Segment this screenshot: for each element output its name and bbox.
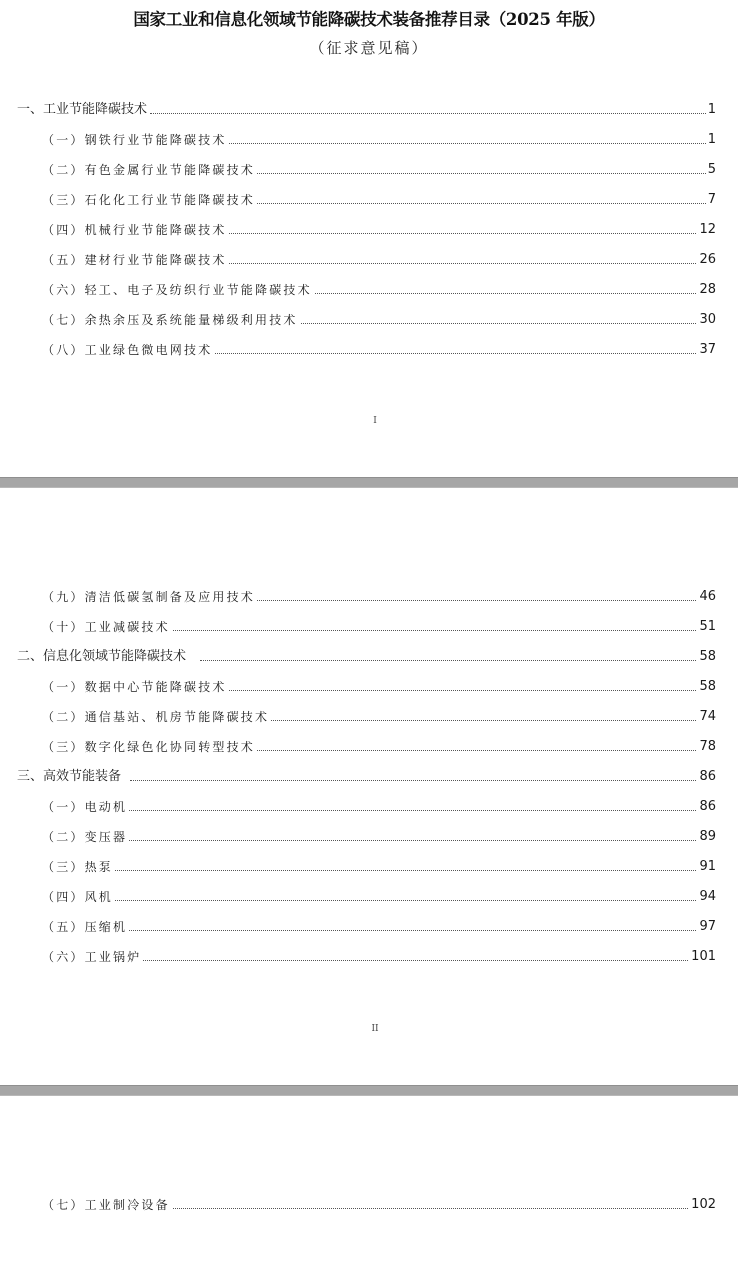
toc-entry-label: （三）石化化工行业节能降碳技术 [42,190,257,210]
toc-entry-label: （二）变压器 [42,827,129,847]
toc-entry[interactable] [0,587,738,607]
toc-entry[interactable] [0,130,738,150]
document-page-3 [0,1096,738,1271]
toc-entry-label: （一）数据中心节能降碳技术 [42,677,229,697]
document-subtitle: （征求意见稿） [309,39,429,57]
toc-entry[interactable] [0,1195,738,1215]
toc-entry-page: 58 [697,677,716,697]
toc-entry-page: 102 [689,1195,716,1215]
toc-entry-label: （五）压缩机 [42,917,129,937]
toc-entry-label: （二）通信基站、机房节能降碳技术 [42,707,271,727]
toc-entry-page: 97 [697,917,716,937]
toc-leader-dots [165,1208,688,1209]
toc-leader-dots [220,143,708,144]
toc-leader-dots [220,233,702,234]
toc-entry-label: （三）数字化绿色化协同转型技术 [42,737,257,757]
toc-leader-dots [262,720,696,721]
page-number: II [371,1024,379,1034]
toc-entry-label: （七）余热余压及系统能量梯级利用技术 [42,310,300,330]
toc-entry-label: （十）工业减碳技术 [42,617,172,637]
toc-entry[interactable] [0,617,738,637]
toc-leader-dots [245,600,696,601]
toc-entry-label: （七）工业制冷设备 [42,1195,172,1215]
toc-leader-dots [245,173,708,174]
document-page-2 [0,488,738,1085]
toc-entry-page: 1 [706,100,716,120]
toc-leader-dots [122,810,696,811]
toc-entry-page: 58 [697,647,716,667]
toc-entry-label: （六）工业锅炉 [42,947,143,967]
toc-entry-label: 二、信息化领域节能降碳技术 [17,647,188,667]
toc-entry[interactable] [0,767,738,787]
toc-entry-page: 78 [697,737,716,757]
toc-entry-label: （二）有色金属行业节能降碳技术 [42,160,257,180]
toc-entry[interactable] [0,797,738,817]
toc-entry[interactable] [0,310,738,330]
toc-leader-dots [108,900,696,901]
toc-leader-dots [200,660,696,661]
document-page-1 [0,0,738,477]
toc-entry-page: 7 [706,190,716,210]
toc-entry-page: 51 [697,617,716,637]
toc-leader-dots [245,750,696,751]
toc-entry-label: （四）机械行业节能降碳技术 [42,220,229,240]
toc-entry-page: 12 [697,220,716,240]
page-separator [0,1085,738,1096]
toc-leader-dots [130,780,696,781]
toc-entry[interactable] [0,100,738,120]
document-title: 国家工业和信息化领域节能降碳技术装备推荐目录（2025 年版） [133,10,605,29]
toc-entry[interactable] [0,647,738,667]
toc-entry-page: 30 [697,310,716,330]
page-separator [0,477,738,488]
toc-entry-page: 37 [697,340,716,360]
toc-entry[interactable] [0,917,738,937]
toc-leader-dots [220,690,696,691]
toc-leader-dots [220,263,702,264]
toc-entry[interactable] [0,827,738,847]
toc-entry-page: 91 [697,857,716,877]
toc-entry[interactable] [0,220,738,240]
toc-entry-label: （六）轻工、电子及纺织行业节能降碳技术 [42,280,314,300]
toc-entry-label: （一）钢铁行业节能降碳技术 [42,130,229,150]
toc-entry-page: 5 [706,160,716,180]
toc-leader-dots [245,203,708,204]
page-number: I [373,416,377,426]
toc-leader-dots [290,323,702,324]
toc-entry[interactable] [0,887,738,907]
toc-leader-dots [160,630,696,631]
toc-entry-page: 74 [697,707,716,727]
toc-entry-page: 89 [697,827,716,847]
toc-leader-dots [135,960,688,961]
toc-entry-page: 101 [689,947,716,967]
toc-entry-label: （三）热泵 [42,857,115,877]
toc-leader-dots [205,353,702,354]
toc-entry-page: 26 [697,250,716,270]
toc-entry[interactable] [0,250,738,270]
toc-entry-label: （九）清洁低碳氢制备及应用技术 [42,587,257,607]
toc-leader-dots [150,113,712,114]
toc-entry[interactable] [0,947,738,967]
toc-entry-label: （五）建材行业节能降碳技术 [42,250,229,270]
toc-entry-page: 1 [706,130,716,150]
toc-entry[interactable] [0,340,738,360]
toc-leader-dots [122,840,696,841]
toc-entry[interactable] [0,677,738,697]
toc-entry[interactable] [0,857,738,877]
toc-leader-dots [108,870,696,871]
toc-entry-page: 28 [697,280,716,300]
toc-entry-page: 94 [697,887,716,907]
toc-entry-page: 86 [697,767,716,787]
toc-entry[interactable] [0,190,738,210]
toc-entry-page: 46 [697,587,716,607]
toc-leader-dots [300,293,702,294]
toc-entry-label: 三、高效节能装备 [17,767,123,787]
toc-entry-label: （一）电动机 [42,797,129,817]
toc-entry-label: （四）风机 [42,887,115,907]
toc-leader-dots [122,930,696,931]
toc-entry-page: 86 [697,797,716,817]
toc-entry-label: （八）工业绿色微电网技术 [42,340,214,360]
toc-entry[interactable] [0,160,738,180]
toc-entry[interactable] [0,280,738,300]
toc-entry-label: 一、工业节能降碳技术 [17,100,149,120]
toc-entry[interactable] [0,707,738,727]
toc-entry[interactable] [0,737,738,757]
